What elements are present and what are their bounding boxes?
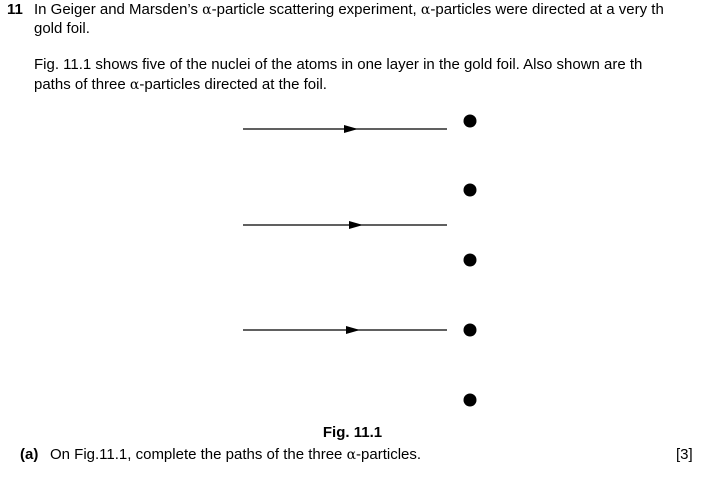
arrow-head-icon [349,221,363,229]
gold-nucleus [464,254,477,267]
alpha-symbol: α [129,77,140,93]
intro-text-1b: -particle scattering experiment, [211,1,421,18]
part-a-text-a: On Fig.11.1, complete the paths of the three [50,446,347,463]
gold-nucleus [464,184,477,197]
arrow-head-icon [344,125,358,133]
alpha-symbol: α [202,2,212,18]
alpha-particle-path [243,326,447,334]
para2-line-1: Fig. 11.1 shows five of the nuclei of the atoms in one layer in the gold foil. Also shown are th [34,56,643,73]
alpha-symbol: α [420,2,431,18]
para2-text-2a: paths of three [34,76,130,93]
alpha-particle-path [243,125,447,133]
marks-allocation: [3] [676,446,693,463]
figure-caption: Fig. 11.1 [322,424,383,441]
arrow-head-icon [346,326,360,334]
question-number: 11 [7,1,23,18]
part-a-label: (a) [20,446,39,463]
intro-text-1a: In Geiger and Marsden’s [34,1,203,18]
gold-nucleus [464,115,477,128]
alpha-symbol: α [346,447,357,463]
alpha-particle-path [243,221,447,229]
intro-text-1c: -particles were directed at a very th [430,1,664,18]
part-a-text [50,445,421,465]
para2-text-2b: -particles directed at the foil. [139,76,327,93]
intro-line-2: gold foil. [34,20,90,37]
gold-nucleus [464,394,477,407]
gold-nucleus [464,324,477,337]
part-a-text-b: -particles. [356,446,422,463]
